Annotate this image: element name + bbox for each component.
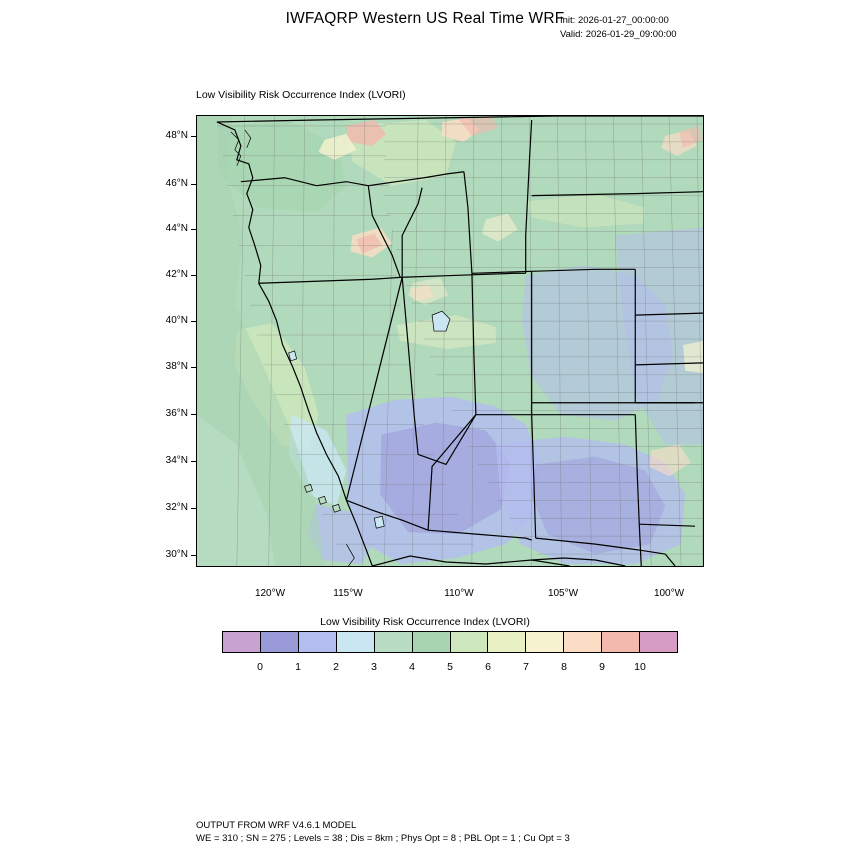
colorbar-title: Low Visibility Risk Occurrence Index (LVORI) [320,616,530,628]
colorbar-tick-7: 7 [523,661,529,673]
colorbar-swatch-9 [564,632,602,652]
colorbar [222,631,678,653]
map-graphic [197,116,703,566]
colorbar-swatch-2 [299,632,337,652]
colorbar-tick-labels [222,661,678,677]
panel-title: Low Visibility Risk Occurrence Index (LVORI) [196,89,406,101]
colorbar-tick-2: 2 [333,661,339,673]
colorbar-swatch-11 [640,632,677,652]
y-tick-46n: 46°N [165,178,188,189]
footer-line-1: OUTPUT FROM WRF V4.6.1 MODEL [196,820,357,831]
valid-time-label: Valid: 2026-01-29_09:00:00 [560,29,677,40]
y-tick-48n: 48°N [165,130,188,141]
colorbar-swatch-1 [261,632,299,652]
colorbar-swatch-6 [451,632,489,652]
y-tick-36n: 36°N [165,408,188,419]
colorbar-tick-9: 9 [599,661,605,673]
x-tick-110w: 110°W [444,588,474,599]
x-tick-105w: 105°W [547,588,579,599]
colorbar-tick-0: 0 [257,661,263,673]
map-plot-area[interactable] [196,115,704,567]
colorbar-swatch-10 [602,632,640,652]
init-time-label: Init: 2026-01-27_00:00:00 [560,15,669,26]
y-tick-30n: 30°N [165,549,188,560]
colorbar-tick-5: 5 [447,661,453,673]
colorbar-swatch-4 [375,632,413,652]
y-tick-44n: 44°N [165,223,188,234]
y-tick-34n: 34°N [165,455,188,466]
colorbar-swatch-0 [223,632,261,652]
colorbar-tick-1: 1 [295,661,301,673]
y-tick-40n: 40°N [165,315,188,326]
footer-line-2: WE = 310 ; SN = 275 ; Levels = 38 ; Dis = 8km ; Phys Opt = 8 ; PBL Opt = 1 ; Cu Opt = 3 [196,833,570,844]
y-tick-38n: 38°N [165,361,188,372]
colorbar-tick-4: 4 [409,661,415,673]
x-tick-100w: 100°W [653,588,685,599]
x-tick-120w: 120°W [254,588,286,599]
x-tick-115w: 115°W [333,588,363,599]
colorbar-tick-10: 10 [634,661,646,673]
colorbar-swatch-7 [488,632,526,652]
colorbar-tick-8: 8 [561,661,567,673]
page-title: IWFAQRP Western US Real Time WRF [285,10,565,27]
colorbar-tick-6: 6 [485,661,491,673]
y-tick-32n: 32°N [165,502,188,513]
colorbar-tick-3: 3 [371,661,377,673]
colorbar-swatch-8 [526,632,564,652]
colorbar-swatch-5 [413,632,451,652]
map-canvas [197,116,703,566]
y-tick-42n: 42°N [165,269,188,280]
colorbar-swatch-3 [337,632,375,652]
